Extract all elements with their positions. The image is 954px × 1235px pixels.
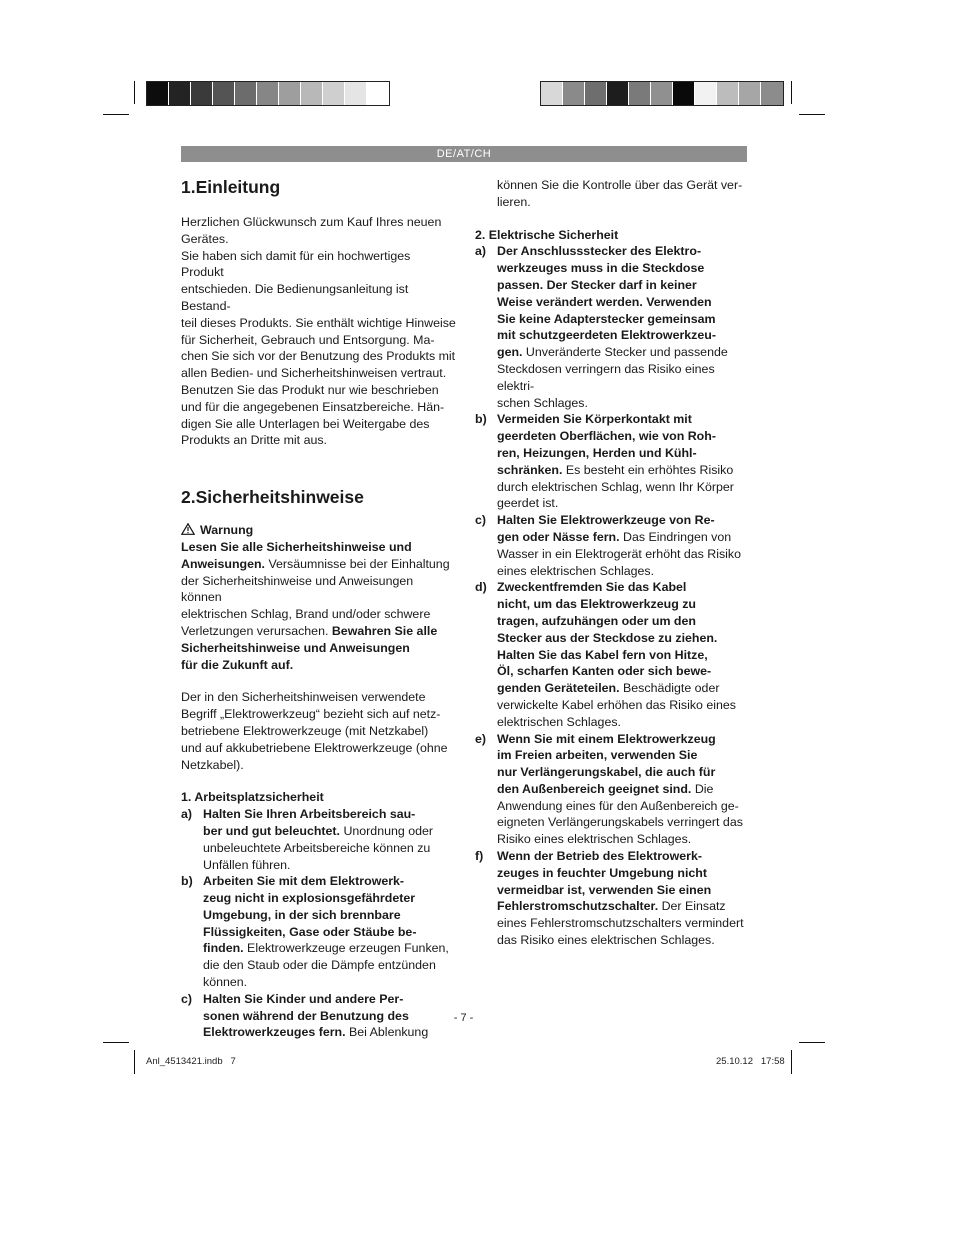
list-text: Wenn der Betrieb des Elektrowerk- (497, 849, 702, 864)
list-text: werkzeuges muss in die Steckdose (497, 261, 705, 276)
intro-paragraph (181, 214, 456, 449)
color-swatch (695, 82, 717, 105)
list-text: mit schutzgeerdeten Elektrowerkzeu- (497, 328, 716, 343)
list-item-e (475, 731, 750, 849)
intro-line: Produkts an Dritte mit aus. (181, 433, 327, 448)
crop-mark (103, 1042, 129, 1043)
list-text: Der Einsatz (658, 899, 726, 914)
list-text: sonen während der Benutzung des (203, 1008, 409, 1023)
list-text: Stecker aus der Steckdose zu ziehen. (497, 630, 718, 645)
intro-line: digen Sie alle Unterlagen bei Weitergabe des (181, 416, 430, 431)
color-swatch (761, 82, 783, 105)
list-text: die den Staub oder die Dämpfe entzünden (203, 958, 436, 973)
list-text: Halten Sie Elektrowerkzeuge von Re- (497, 513, 715, 528)
list-text: Wenn Sie mit einem Elektrowerkzeug (497, 731, 716, 746)
list-text: Umgebung, in der sich brennbare (203, 907, 401, 922)
list-text: gen oder Nässe fern. (497, 529, 620, 544)
list-item-f (475, 848, 750, 949)
list-text: Sie keine Adapterstecker gemeinsam (497, 311, 716, 326)
list-text: nicht, um das Elektrowerkzeug zu (497, 597, 696, 612)
list-item-a (475, 243, 750, 411)
list-text: Wasser in ein Elektrogerät erhöht das Risiko (497, 546, 742, 561)
list-text: eines elektrischen Schlages. (497, 563, 655, 578)
list-text: Die (691, 781, 714, 796)
crop-mark (103, 114, 129, 115)
crop-mark (799, 1042, 825, 1043)
list-item-a (181, 806, 456, 873)
page-number: - 7 - (453, 1012, 474, 1024)
intro-line: Sie haben sich damit für ein hochwertiges Produkt (181, 248, 411, 280)
warning-text: Anweisungen. (181, 556, 265, 571)
list-text: eigneten Verlängerungskabels verringert das (497, 815, 743, 830)
warning-block (181, 522, 456, 673)
list-text: Vermeiden Sie Körperkontakt mit (497, 412, 692, 427)
list-text: finden. (203, 941, 244, 956)
list-text: das Risiko eines elektrischen Schlages. (497, 933, 715, 948)
color-swatch (235, 82, 257, 105)
list-label: a) (475, 244, 487, 259)
list-text: Anwendung eines für den Außenbereich ge- (497, 798, 739, 813)
timestamp: 25.10.12 17:58 (716, 1056, 785, 1067)
list-item-b (475, 411, 750, 512)
warning-text: Bewahren Sie alle (328, 623, 438, 638)
subsection-heading: 1. Arbeitsplatzsicherheit (181, 790, 324, 805)
list-text: Es besteht ein erhöhtes Risiko (562, 462, 734, 477)
warning-text: Verletzungen verursachen. (181, 623, 329, 638)
warning-text: elektrischen Schlag, Brand und/oder schwere (181, 607, 431, 622)
term-line: und auf akkubetriebene Elektrowerkzeuge (ohne (181, 740, 448, 755)
right-column (475, 177, 750, 949)
color-swatch (147, 82, 169, 105)
list-text: Der Anschlussstecker des Elektro- (497, 244, 702, 259)
intro-line: teil dieses Produkts. Sie enthält wichtige Hinweise (181, 315, 456, 330)
list-text: Öl, scharfen Kanten oder sich bewe- (497, 664, 712, 679)
list-text: Elektrowerkzeuges fern. (203, 1025, 346, 1040)
color-calibration-bar-left (146, 81, 390, 106)
list-text: Beschädigte oder (619, 681, 720, 696)
warning-text: Sicherheitshinweise und Anweisungen (181, 640, 410, 655)
warning-text: der Sicherheitshinweise und Anweisungen können (181, 573, 414, 605)
list-text: genden Geräteteilen. (497, 681, 620, 696)
continued-text: lieren. (497, 194, 531, 209)
list-text: Das Eindringen von (619, 529, 732, 544)
list-text: gen. (497, 345, 523, 360)
color-calibration-bar-right (540, 81, 784, 106)
color-swatch (301, 82, 323, 105)
term-line: Der in den Sicherheitshinweisen verwendete (181, 690, 426, 705)
list-text: Fehlerstromschutzschalter. (497, 899, 659, 914)
warning-text: für die Zukunft auf. (181, 657, 294, 672)
list-text: durch elektrischen Schlag, wenn Ihr Körper (497, 479, 734, 494)
list-text: geerdet ist. (497, 496, 559, 511)
color-swatch (673, 82, 695, 105)
list-text: unbeleuchtete Arbeitsbereiche können zu (203, 840, 431, 855)
color-swatch (169, 82, 191, 105)
crop-mark (134, 1050, 135, 1074)
warning-title: Warnung (200, 523, 254, 538)
list-text: Halten Sie das Kabel fern von Hitze, (497, 647, 708, 662)
language-label: DE/AT/CH (436, 148, 492, 160)
language-bar (181, 146, 747, 162)
list-label: f) (475, 849, 484, 864)
intro-line: für Sicherheit, Gebrauch und Entsorgung. Ma- (181, 332, 435, 347)
list-text: Halten Sie Kinder und andere Per- (203, 991, 404, 1006)
color-swatch (367, 82, 389, 105)
list-text: zeug nicht in explosionsgefährdeter (203, 891, 416, 906)
color-swatch (607, 82, 629, 105)
intro-line: entschieden. Die Bedienungsanleitung ist Bestand- (181, 282, 409, 313)
list-text: ber und gut beleuchtet. (203, 823, 340, 838)
list-text: passen. Der Stecker darf in keiner (497, 277, 697, 292)
list-text: Flüssigkeiten, Gase oder Stäube be- (203, 924, 417, 939)
left-column (181, 176, 456, 1041)
list-label: c) (181, 991, 193, 1006)
section-number: 2. (181, 487, 196, 508)
warning-text: Lesen Sie alle Sicherheitshinweise und (181, 539, 412, 554)
color-swatch (563, 82, 585, 105)
crop-mark (791, 81, 792, 104)
list-text: zeuges in feuchter Umgebung nicht (497, 865, 707, 880)
color-swatch (717, 82, 739, 105)
list-text: nur Verlängerungskabel, die auch für (497, 765, 716, 780)
list-text: Bei Ablenkung (345, 1025, 429, 1040)
intro-line: Herzlichen Glückwunsch zum Kauf Ihres neuen (181, 215, 442, 229)
intro-line: Benutzen Sie das Produkt nur wie beschrieben (181, 382, 439, 397)
list-text: tragen, aufzuhängen oder um den (497, 613, 696, 628)
section-heading-sicherheitshinweise (181, 486, 456, 508)
list-text: vermeidbar ist, verwenden Sie einen (497, 882, 712, 897)
color-swatch (323, 82, 345, 105)
list-label: e) (475, 731, 487, 746)
list-text: Steckdosen verringern das Risiko eines elektri- (497, 361, 715, 393)
list-text: Risiko eines elektrischen Schlages. (497, 832, 692, 847)
list-text: Unfällen führen. (203, 857, 291, 872)
subsection-heading: 2. Elektrische Sicherheit (475, 227, 619, 242)
color-swatch (257, 82, 279, 105)
list-item-d (475, 579, 750, 730)
term-line: betriebene Elektrowerkzeuge (mit Netzkabel) (181, 723, 429, 738)
color-swatch (191, 82, 213, 105)
color-swatch (651, 82, 673, 105)
list-text: verwickelte Kabel erhöhen das Risiko eines (497, 697, 736, 712)
list-text: den Außenbereich geeignet sind. (497, 781, 692, 796)
intro-line: und für die angegebenen Einsatzbereiche. Hän- (181, 399, 445, 414)
term-paragraph (181, 689, 456, 773)
list-label: d) (475, 580, 487, 595)
intro-line: allen Bedien- und Sicherheitshinweisen vertraut. (181, 366, 447, 381)
list-item-b (181, 873, 456, 991)
list-label: b) (181, 874, 193, 889)
list-label: b) (475, 412, 487, 427)
warning-triangle-icon (181, 523, 195, 535)
list-text: im Freien arbeiten, verwenden Sie (497, 748, 698, 763)
crop-mark (799, 114, 825, 115)
color-swatch (541, 82, 563, 105)
list-text: geerdeten Oberflächen, wie von Roh- (497, 429, 716, 444)
file-name: Anl_4513421.indb 7 (146, 1056, 236, 1067)
list-text: Arbeiten Sie mit dem Elektrowerk- (203, 874, 405, 889)
list-text: Weise verändert werden. Verwenden (497, 294, 712, 309)
warning-text: Versäumnisse bei der Einhaltung (265, 556, 450, 571)
color-swatch (279, 82, 301, 105)
list-label: a) (181, 807, 193, 822)
list-text: elektrischen Schlages. (497, 714, 621, 729)
color-swatch (739, 82, 761, 105)
intro-line: Gerätes. (181, 231, 229, 246)
intro-line: chen Sie sich vor der Benutzung des Produkts mit (181, 349, 456, 364)
list-text: schen Schlages. (497, 395, 588, 410)
list-text: Unordnung oder (340, 823, 433, 838)
list-text: schränken. (497, 462, 563, 477)
list-text: ren, Heizungen, Herden und Kühl- (497, 445, 697, 460)
list-text: eines Fehlerstromschutzschalters vermindert (497, 916, 744, 931)
color-swatch (213, 82, 235, 105)
list-text: Elektrowerkzeuge erzeugen Funken, (243, 941, 449, 956)
continued-text: können Sie die Kontrolle über das Gerät ver- (497, 178, 743, 192)
list-text: Halten Sie Ihren Arbeitsbereich sau- (203, 807, 416, 822)
section-title: Sicherheitshinweise (195, 487, 364, 508)
term-line: Begriff „Elektrowerkzeug“ bezieht sich auf netz- (181, 707, 441, 722)
color-swatch (345, 82, 367, 105)
section-title: Einleitung (195, 177, 281, 197)
list-text: Unveränderte Stecker und passende (522, 345, 728, 360)
color-swatch (585, 82, 607, 105)
crop-mark (791, 1050, 792, 1074)
crop-mark (134, 81, 135, 104)
section-heading-einleitung (181, 176, 456, 198)
list-text: Zweckentfremden Sie das Kabel (497, 580, 687, 595)
list-label: c) (475, 513, 487, 528)
list-text: können. (203, 975, 248, 990)
list-item-c (475, 512, 750, 579)
section-number: 1. (181, 177, 196, 197)
color-swatch (629, 82, 651, 105)
term-line: Netzkabel). (181, 757, 244, 772)
